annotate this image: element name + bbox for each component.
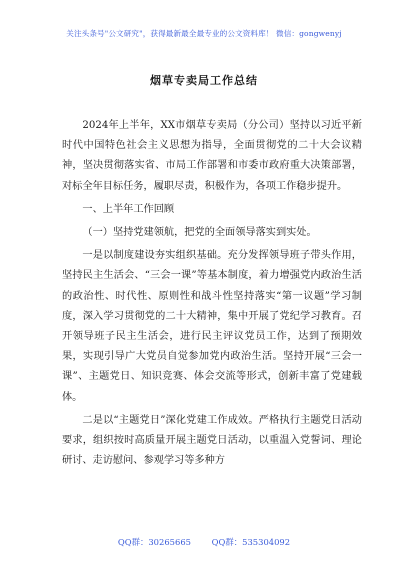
document-title: 烟草专卖局工作总结 bbox=[150, 74, 258, 87]
qq-group-2: QQ群：535304092 bbox=[211, 537, 291, 547]
body-paragraph-intro: 2024年上半年，XX市烟草专卖局（分公司）坚持以习近平新时代中国特色社会主义思想为指导，全面贯彻党的二十大会议精神，坚决贯彻落实省、市局工作部署和市委市政府重大决策部署，对标全年目标任务，履职尽责，积极作为，各项工作稳步提升。 bbox=[62, 120, 362, 192]
body-paragraph: 二是以“主题党日”深化党建工作成效。严格执行主题党日活动要求，组织按时高质量开展主题党日活动，以重温入党誓词、理论研讨、走访慰问、参观学习等多种方 bbox=[62, 414, 362, 467]
body-paragraph: 一是以制度建设夯实组织基础。充分发挥领导班子带头作用，坚持民主生活会、“三会一课”等基本制度，着力增强党内政治生活的政治性、时代性、原则性和战斗性坚持落实“第一议题”学习制度，深入学习贯彻党的二十大精神，集中开展了党纪学习教育。召开领导班子民主生活会，进行民主评议党员工作，达到了预期效果，实现引导广大党员自觉参加党内政治生活。坚持开展“三会一课”、主题党日、知识竞赛、体会交流等形式，创新丰富了党建载体。 bbox=[62, 250, 362, 403]
qq-group-1: QQ群：30265665 bbox=[117, 537, 191, 547]
subsection-heading: （一）坚持党建领航，把党的全面领导落实到实处。 bbox=[82, 227, 317, 239]
footer-contact bbox=[0, 536, 408, 548]
section-heading: 一、上半年工作回顾 bbox=[82, 203, 175, 215]
header-promo-text: 关注头条号"公文研究"，获得最新最全最专业的公文资料库！ 微信：gongwenyj bbox=[66, 29, 342, 38]
document-body bbox=[62, 116, 362, 474]
